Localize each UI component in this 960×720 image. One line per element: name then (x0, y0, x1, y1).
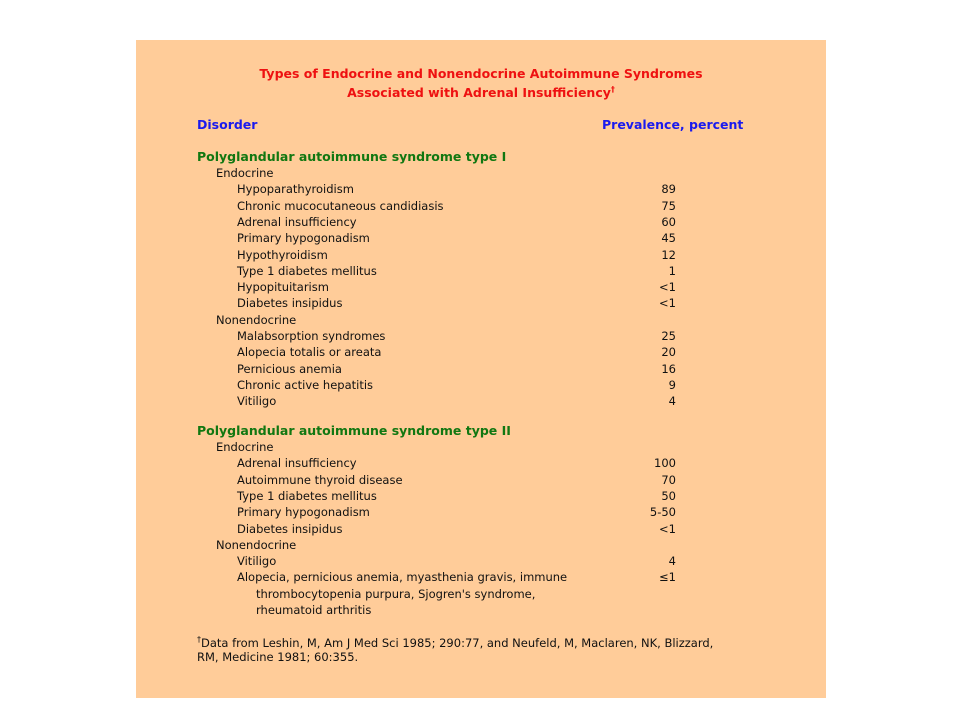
table-row-value: 70 (661, 472, 676, 487)
table-row-value: 100 (654, 456, 676, 471)
type2-subheading-endocrine (136, 439, 826, 455)
table-row (136, 488, 826, 504)
table-row (136, 472, 826, 488)
column-header-prevalence: Prevalence, percent (602, 117, 744, 132)
table-title-line2-text: Associated with Adrenal Insufficiency (347, 85, 611, 101)
table-row-value: 4 (668, 394, 676, 409)
table-row-label: Chronic active hepatitis (237, 377, 374, 392)
table-row-value: 89 (661, 182, 676, 197)
table-row-value: <1 (659, 296, 676, 311)
table-row (136, 328, 826, 344)
table-row-value: ≤1 (659, 570, 676, 585)
table-row (136, 181, 826, 197)
table-row-label: Vitiligo (237, 554, 277, 569)
table-row-label: Diabetes insipidus (237, 521, 343, 536)
table-row-label: Malabsorption syndromes (237, 329, 386, 343)
table-row-label: thrombocytopenia purpura, Sjogren's syndrome, (256, 586, 536, 601)
table-row-value: <1 (659, 280, 676, 295)
table-row-value: 4 (668, 554, 676, 569)
table-row (136, 263, 826, 279)
table-panel (136, 40, 826, 698)
table-row-value: 16 (661, 361, 676, 376)
table-row-value: 60 (661, 214, 676, 229)
table-row-label: Alopecia totalis or areata (237, 345, 382, 360)
table-row (136, 569, 826, 585)
footnote-text-1: Data from Leshin, M, Am J Med Sci 1985; 290:77, and Neufeld, M, Maclaren, NK, Blizzard, (201, 635, 714, 650)
table-row (136, 553, 826, 569)
table-row (136, 361, 826, 377)
table-row-label: rheumatoid arthritis (256, 603, 372, 617)
table-row (136, 214, 826, 230)
table-row-value: 12 (661, 247, 676, 262)
table-row-label: Adrenal insufficiency (237, 214, 357, 229)
table-row-label: Chronic mucocutaneous candidiasis (237, 198, 444, 213)
title-footnote-mark: † (610, 85, 615, 94)
footnote-line2: RM, Medicine 1981; 60:355. (197, 650, 359, 664)
table-row-value: 9 (668, 377, 676, 392)
table-row-label: Hypopituitarism (237, 280, 329, 295)
table-row (136, 279, 826, 295)
footnote-mark: † (197, 635, 201, 644)
type2-subheading-endocrine-label: Endocrine (216, 440, 274, 454)
table-row (136, 198, 826, 214)
table-row (136, 455, 826, 471)
table-title-line1: Types of Endocrine and Nonendocrine Autoimmune Syndromes (259, 66, 703, 81)
table-row (136, 295, 826, 311)
table-row (136, 586, 826, 602)
section-heading-type2: Polyglandular autoimmune syndrome type II (197, 423, 511, 438)
section-heading-type1: Polyglandular autoimmune syndrome type I (197, 149, 507, 164)
table-row-value: 75 (661, 198, 676, 213)
table-row-label: Vitiligo (237, 394, 277, 409)
table-row (136, 504, 826, 520)
table-row-label: Adrenal insufficiency (237, 456, 357, 471)
table-row-label: Hypoparathyroidism (237, 182, 354, 197)
table-row-label: Hypothyroidism (237, 247, 328, 262)
table-row-value: 20 (661, 345, 676, 360)
table-row (136, 602, 826, 618)
table-row (136, 377, 826, 393)
type1-subheading-endocrine (136, 165, 826, 181)
type2-subheading-nonendocrine-label: Nonendocrine (216, 537, 297, 552)
table-row-label: Autoimmune thyroid disease (237, 472, 403, 487)
table-row-label: Type 1 diabetes mellitus (237, 263, 377, 278)
type1-subheading-nonendocrine (136, 312, 826, 328)
table-title-line2 (136, 82, 826, 101)
table-row (136, 521, 826, 537)
type2-subheading-nonendocrine (136, 537, 826, 553)
type1-subheading-nonendocrine-label: Nonendocrine (216, 312, 297, 327)
table-row-value: 1 (668, 263, 676, 278)
table-row-value: 50 (661, 488, 676, 503)
table-row-label: Alopecia, pernicious anemia, myasthenia gravis, immune (237, 570, 568, 585)
column-header-disorder: Disorder (197, 117, 258, 132)
table-row-label: Pernicious anemia (237, 361, 342, 376)
table-row (136, 230, 826, 246)
table-row (136, 247, 826, 263)
table-row-label: Type 1 diabetes mellitus (237, 488, 377, 503)
table-row-value: 25 (661, 329, 676, 343)
table-row-value: 5-50 (649, 505, 676, 520)
table-row-label: Primary hypogonadism (237, 231, 370, 246)
table-row-label: Diabetes insipidus (237, 296, 343, 311)
table-row (136, 344, 826, 360)
type1-subheading-endocrine-label: Endocrine (216, 166, 274, 180)
table-row-label: Primary hypogonadism (237, 505, 370, 520)
table-row-value: <1 (659, 521, 676, 536)
table-row (136, 393, 826, 409)
table-row-value: 45 (661, 231, 676, 246)
